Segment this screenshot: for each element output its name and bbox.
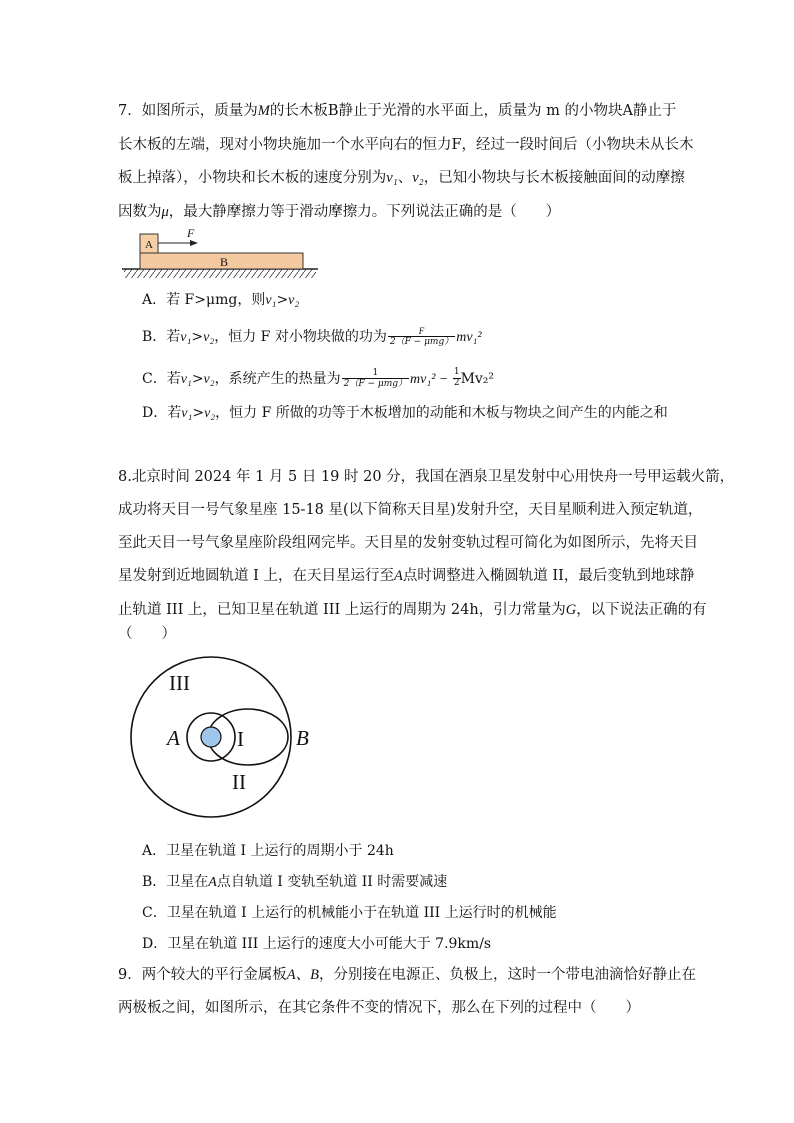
force-label: F <box>187 226 195 240</box>
work-fraction: $\frac{F}{\text{2（F − μmg）}}$ <box>389 326 454 348</box>
q8-orbit-figure <box>125 655 320 825</box>
point-b-label: B <box>296 726 309 750</box>
ground-hatch <box>124 269 316 278</box>
q7-line-2: 长木板的左端，现对小物块施加一个水平向右的恒力F，经过一段时间后（小物块未从长木 <box>118 137 694 153</box>
orbit-iii-label: III <box>169 671 190 695</box>
q9-line-1: 9．两个较大的平行金属板A、B，分别接在电源正、负极上，这时一个带电油滴恰好静止在 <box>118 967 696 983</box>
q8-line-4: 星发射到近地圆轨道 I 上，在天目星运行至A点时调整进入椭圆轨道 II，最后变轨到地球静 <box>118 568 695 584</box>
block-a-label: A <box>145 239 153 251</box>
q8-line-1: 8.北京时间 2024 年 1 月 5 日 19 时 20 分，我国在酒泉卫星发射中心用快舟一号甲运载火箭， <box>118 469 735 485</box>
force-arrowhead <box>190 240 198 246</box>
earth <box>201 727 221 747</box>
point-a-label: A <box>167 726 180 750</box>
orbit-ii-label: II <box>232 770 246 794</box>
heat-fraction: $\frac{1}{\text{2（F − μmg）}}$ <box>343 368 408 390</box>
q8-line-5: 止轨道 III 上，已知卫星在轨道 III 上运行的周期为 24h，引力常量为G，以下说法正确的有 <box>118 602 707 618</box>
q7-option-c: C．若v₁>v₂，系统产生的热量为 $\frac{1}{\text{2（F − μmg）}}$ mv₁² − $\frac{1}{2}Mv_2^2$ <box>142 367 495 390</box>
q7-option-d: D．若v₁>v₂，恒力 F 所做的功等于木板增加的动能和木板与物块之间产生的内能之和 <box>142 405 668 421</box>
q7-block-board-figure <box>118 224 323 280</box>
q7-line-1: 7．如图所示，质量为M的长木板B静止于光滑的水平面上，质量为 m 的小物块A静止于 <box>118 103 677 119</box>
q8-line-6: （ ） <box>118 626 176 642</box>
q8-line-2: 成功将天目一号气象星座 15-18 星(以下简称天目星)发射升空，天目星顺利进入预定轨道， <box>118 502 703 518</box>
q8-option-a: A．卫星在轨道 I 上运行的周期小于 24h <box>142 843 394 859</box>
q7-line-4: 因数为μ，最大静摩擦力等于滑动摩擦力。下列说法正确的是（ ） <box>118 204 561 220</box>
q7-option-a: A．若 F>μmg，则v₁>v₂ <box>142 292 300 308</box>
half-fraction: $\frac{1}{2}$ <box>453 367 460 389</box>
orbit-i-label: I <box>237 727 244 751</box>
q8-option-c: C．卫星在轨道 I 上运行的机械能小于在轨道 III 上运行时的机械能 <box>142 905 557 921</box>
q7-line-3: 板上掉落），小物块和长木板的速度分别为v₁、v₂，已知小物块与长木板接触面间的动摩擦 <box>118 170 685 186</box>
q8-option-d: D．卫星在轨道 III 上运行的速度大小可能大于 7.9km/s <box>142 936 492 952</box>
q7-option-b: B．若v₁>v₂，恒力 F 对小物块做的功为 $\frac{F}{\text{2（F − μmg）}}$ mv₁² <box>142 326 482 348</box>
board-b-label: B <box>219 255 229 269</box>
q8-line-3: 至此天目一号气象星座阶段组网完毕。天目星的发射变轨过程可简化为如图所示，先将天目 <box>118 535 698 551</box>
q9-line-2: 两极板之间，如图所示，在其它条件不变的情况下，那么在下列的过程中（ ） <box>118 1000 640 1016</box>
q8-option-b: B．卫星在A点自轨道 I 变轨至轨道 II 时需要减速 <box>142 874 448 890</box>
